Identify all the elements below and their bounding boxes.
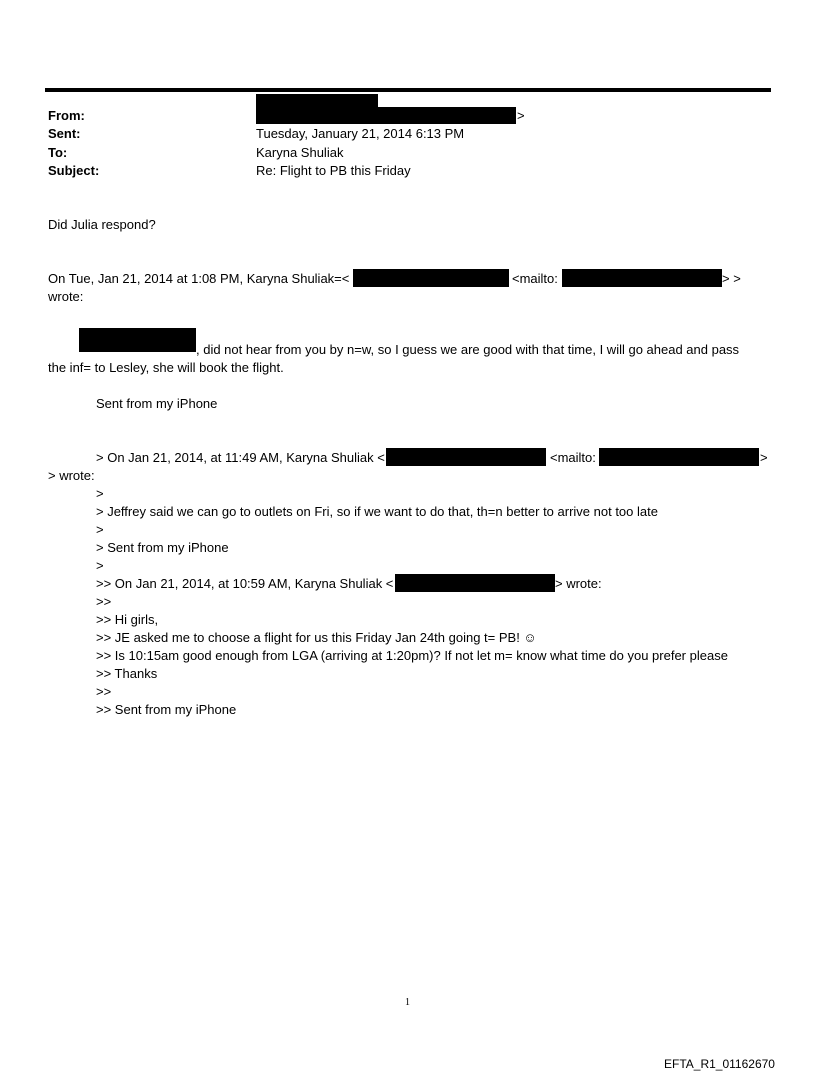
quoted-line: >> Thanks <box>96 666 158 681</box>
quote1-mailto: <mailto: <box>512 271 558 286</box>
quoted-line: >> <box>96 684 112 699</box>
quoted-line: > <box>96 558 104 573</box>
subject-label: Subject: <box>48 163 100 178</box>
quote3-intro: >> On Jan 21, 2014, at 10:59 AM, Karyna Shuliak < <box>96 576 394 591</box>
quote1-intro-end: > > <box>722 271 741 286</box>
redaction-box <box>353 269 509 287</box>
quoted-line: >> Sent from my iPhone <box>96 702 237 717</box>
quote1-intro: On Tue, Jan 21, 2014 at 1:08 PM, Karyna Shuliak=< <box>48 271 350 286</box>
quote1-wrote: wrote: <box>48 289 84 304</box>
redaction-box <box>386 448 546 466</box>
quote2-intro: > On Jan 21, 2014, at 11:49 AM, Karyna Shuliak < <box>96 450 385 465</box>
quoted-line: > <box>96 486 104 501</box>
signature: Sent from my iPhone <box>96 396 218 411</box>
quoted-line: >> Is 10:15am good enough from LGA (arriving at 1:20pm)? If not let m= know what time do you prefer please <box>96 648 728 663</box>
redaction-box <box>562 269 722 287</box>
page-number: 1 <box>405 997 410 1008</box>
redaction-box <box>599 448 759 466</box>
document-id: EFTA_R1_01162670 <box>664 1057 775 1071</box>
message-line: the inf= to Lesley, she will book the flight. <box>48 360 284 375</box>
from-label: From: <box>48 108 85 123</box>
redaction-box <box>395 574 555 592</box>
sent-label: Sent: <box>48 126 81 141</box>
to-value: Karyna Shuliak <box>256 145 344 160</box>
quoted-line: > <box>96 522 104 537</box>
redaction-box <box>79 328 196 352</box>
header-rule <box>45 88 771 92</box>
quote3-intro-end: > wrote: <box>555 576 602 591</box>
quoted-line: >> Hi girls, <box>96 612 159 627</box>
quoted-line: > Sent from my iPhone <box>96 540 229 555</box>
quote2-mailto: <mailto: <box>550 450 596 465</box>
quote2-intro-end: > <box>760 450 768 465</box>
quoted-line: >> JE asked me to choose a flight for us this Friday Jan 24th going t= PB! ☺ <box>96 630 537 645</box>
reply-text: Did Julia respond? <box>48 217 156 232</box>
to-label: To: <box>48 145 68 160</box>
redaction-box <box>256 107 516 124</box>
quote2-wrote: > wrote: <box>48 468 95 483</box>
quoted-line: >> <box>96 594 112 609</box>
message-line: , did not hear from you by n=w, so I guess we are good with that time, I will go ahead and pass <box>196 342 740 357</box>
quoted-line: > Jeffrey said we can go to outlets on Fri, so if we want to do that, th=n better to arrive not too late <box>96 504 658 519</box>
subject-value: Re: Flight to PB this Friday <box>256 163 411 178</box>
from-address-end: > <box>517 108 525 123</box>
sent-value: Tuesday, January 21, 2014 6:13 PM <box>256 126 465 141</box>
redaction-box <box>256 94 378 107</box>
